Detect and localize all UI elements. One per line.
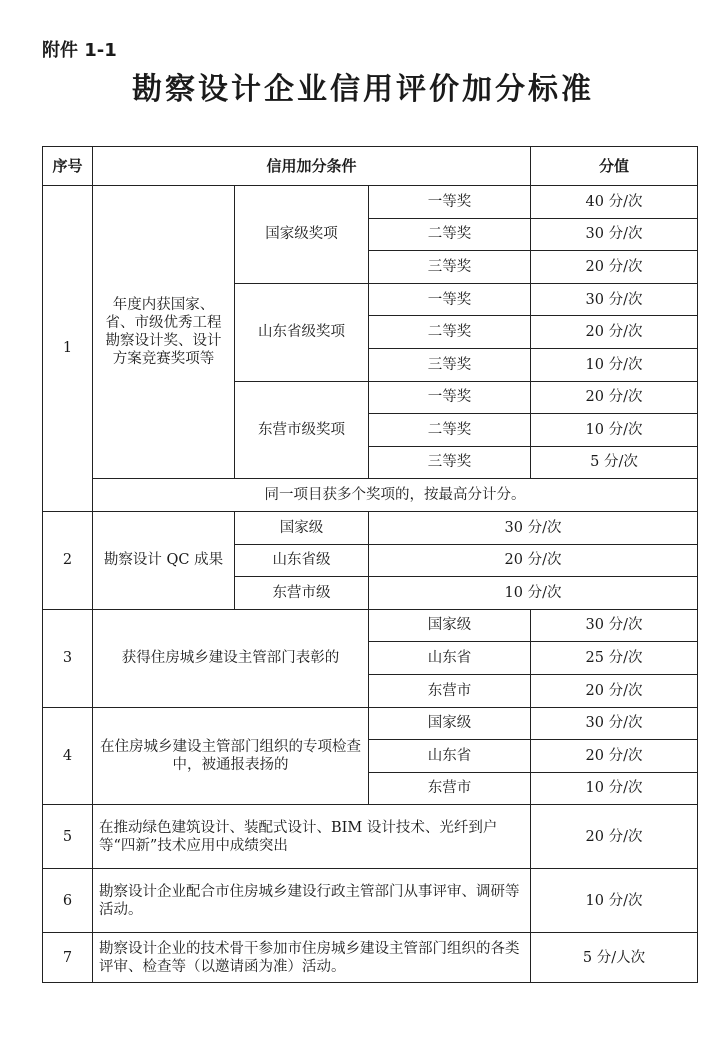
credit-score-table bbox=[42, 146, 698, 983]
award-grade: 三等奖 bbox=[369, 348, 531, 381]
condition-desc: 获得住房城乡建设主管部门表彰的 bbox=[93, 609, 369, 707]
attachment-label: 附件 1-1 bbox=[42, 40, 117, 61]
table-row bbox=[43, 511, 698, 544]
table-header-row bbox=[43, 147, 698, 186]
level-cell: 山东省级 bbox=[235, 544, 369, 577]
table-row bbox=[43, 186, 698, 219]
level-cell: 国家级 bbox=[369, 707, 531, 740]
condition-desc: 年度内获国家、省、市级优秀工程勘察设计奖、设计方案竞赛奖项等 bbox=[93, 186, 235, 479]
score-cell: 30 分/次 bbox=[531, 218, 698, 251]
award-grade: 三等奖 bbox=[369, 251, 531, 284]
header-condition: 信用加分条件 bbox=[93, 147, 531, 186]
award-grade: 二等奖 bbox=[369, 414, 531, 447]
score-cell: 30 分/次 bbox=[531, 707, 698, 740]
score-cell: 20 分/次 bbox=[531, 674, 698, 707]
seq-cell: 7 bbox=[43, 933, 93, 983]
score-cell: 30 分/次 bbox=[531, 609, 698, 642]
table-row bbox=[43, 707, 698, 740]
seq-cell: 4 bbox=[43, 707, 93, 805]
award-grade: 一等奖 bbox=[369, 186, 531, 219]
score-cell: 5 分/次 bbox=[531, 446, 698, 479]
score-cell: 40 分/次 bbox=[531, 186, 698, 219]
seq-cell: 1 bbox=[43, 186, 93, 512]
score-cell: 20 分/次 bbox=[531, 316, 698, 349]
condition-desc: 在推动绿色建筑设计、装配式设计、BIM 设计技术、光纤到户等“四新”技术应用中成绩突出 bbox=[93, 805, 531, 869]
score-cell: 10 分/次 bbox=[531, 772, 698, 805]
score-cell: 30 分/次 bbox=[369, 511, 698, 544]
award-level: 国家级奖项 bbox=[235, 186, 369, 284]
seq-cell: 3 bbox=[43, 609, 93, 707]
award-grade: 一等奖 bbox=[369, 381, 531, 414]
seq-cell: 6 bbox=[43, 869, 93, 933]
score-cell: 5 分/人次 bbox=[531, 933, 698, 983]
score-cell: 25 分/次 bbox=[531, 642, 698, 675]
score-cell: 20 分/次 bbox=[531, 740, 698, 773]
score-cell: 30 分/次 bbox=[531, 283, 698, 316]
award-grade: 三等奖 bbox=[369, 446, 531, 479]
condition-desc: 勘察设计企业的技术骨干参加市住房城乡建设主管部门组织的各类评审、检查等（以邀请函为准）活动。 bbox=[93, 933, 531, 983]
condition-desc: 勘察设计企业配合市住房城乡建设行政主管部门从事评审、调研等活动。 bbox=[93, 869, 531, 933]
award-grade: 二等奖 bbox=[369, 316, 531, 349]
level-cell: 国家级 bbox=[369, 609, 531, 642]
score-cell: 20 分/次 bbox=[531, 251, 698, 284]
condition-desc: 勘察设计 QC 成果 bbox=[93, 511, 235, 609]
level-cell: 山东省 bbox=[369, 740, 531, 773]
page-title: 勘察设计企业信用评价加分标准 bbox=[132, 72, 594, 107]
table-row bbox=[43, 869, 698, 933]
level-cell: 东营市 bbox=[369, 772, 531, 805]
score-cell: 10 分/次 bbox=[531, 348, 698, 381]
score-cell: 20 分/次 bbox=[531, 381, 698, 414]
table-row bbox=[43, 479, 698, 512]
award-note: 同一项目获多个奖项的，按最高分计分。 bbox=[93, 479, 698, 512]
table-row bbox=[43, 933, 698, 983]
level-cell: 东营市 bbox=[369, 674, 531, 707]
header-seq: 序号 bbox=[43, 147, 93, 186]
award-grade: 二等奖 bbox=[369, 218, 531, 251]
level-cell: 山东省 bbox=[369, 642, 531, 675]
level-cell: 国家级 bbox=[235, 511, 369, 544]
award-grade: 一等奖 bbox=[369, 283, 531, 316]
table-row bbox=[43, 609, 698, 642]
award-level: 东营市级奖项 bbox=[235, 381, 369, 479]
header-score: 分值 bbox=[531, 147, 698, 186]
table-row bbox=[43, 805, 698, 869]
level-cell: 东营市级 bbox=[235, 577, 369, 610]
score-cell: 10 分/次 bbox=[531, 869, 698, 933]
score-cell: 10 分/次 bbox=[369, 577, 698, 610]
seq-cell: 5 bbox=[43, 805, 93, 869]
award-level: 山东省级奖项 bbox=[235, 283, 369, 381]
score-cell: 20 分/次 bbox=[531, 805, 698, 869]
score-cell: 20 分/次 bbox=[369, 544, 698, 577]
seq-cell: 2 bbox=[43, 511, 93, 609]
condition-desc: 在住房城乡建设主管部门组织的专项检查中，被通报表扬的 bbox=[93, 707, 369, 805]
score-cell: 10 分/次 bbox=[531, 414, 698, 447]
